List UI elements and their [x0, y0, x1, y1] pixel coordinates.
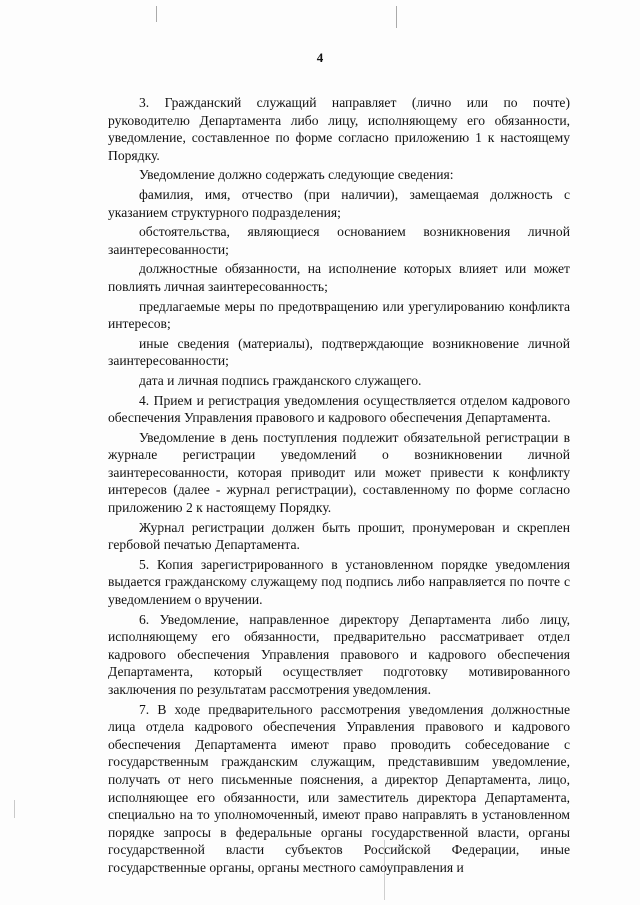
scan-artifact-top-left	[156, 6, 157, 22]
paragraph: иные сведения (материалы), подтверждающие возникновение личной заинтересованности;	[108, 335, 570, 369]
scan-artifact-top-center	[396, 6, 397, 28]
paragraph: Уведомление в день поступления подлежит обязательной регистрации в журнале регистрации уведомлений о возникновении личной заинтересованности, которая приводит или может привести к конфликту интересов (далее - журнал регистрации), составленному по форме согласно приложению 2 к настоящему Порядку.	[108, 429, 570, 516]
paragraph: предлагаемые меры по предотвращению или урегулированию конфликта интересов;	[108, 298, 570, 332]
paragraph: Журнал регистрации должен быть прошит, пронумерован и скреплен гербовой печатью Департамента.	[108, 519, 570, 553]
scan-artifact-left-margin	[14, 800, 15, 818]
paragraph: 3. Гражданский служащий направляет (лично или по почте) руководителю Департамента либо лицу, исполняющему его обязанности, уведомление, составленное по форме согласно приложению 1 к настоящему Порядку.	[108, 95, 570, 163]
paragraph: Уведомление должно содержать следующие сведения:	[139, 167, 454, 183]
paragraph: 6. Уведомление, направленное директору Департамента либо лицу, исполняющему его обязанности, предварительно рассматривает отдел кадрового обеспечения Управления правового и кадрового обеспечения Департамента, который осуществляет подготовку мотивированного заключения по результатам рассмотрения уведомления.	[108, 611, 570, 697]
paragraph: должностные обязанности, на исполнение которых влияет или может повлиять личная заинтересованность;	[108, 261, 570, 294]
paragraph: 5. Копия зарегистрированного в установленном порядке уведомления выдается гражданскому служащему под подпись либо направляется по почте с уведомлением о вручении.	[108, 556, 570, 608]
paragraph: фамилия, имя, отчество (при наличии), замещаемая должность с указанием структурного подразделения;	[108, 186, 570, 220]
page-number: 4	[316, 50, 324, 65]
paragraph: дата и личная подпись гражданского служащего.	[139, 372, 422, 388]
document-body	[108, 94, 570, 877]
paragraph: обстоятельства, являющиеся основанием возникновения личной заинтересованности;	[108, 224, 570, 257]
paragraph: 4. Прием и регистрация уведомления осуществляется отделом кадрового обеспечения Управления правового и кадрового обеспечения Департамента.	[108, 392, 570, 426]
paragraph: 7. В ходе предварительного рассмотрения уведомления должностные лица отдела кадрового обеспечения Управления правового и кадрового обеспечения Департамента имеют право проводить собеседование с государственным гражданским служащим, представившим уведомление, получать от него письменные пояснения, а директор Департамента, лицо, исполняющее его обязанности, или заместитель директора Департамента, специально на то уполномоченный, имеют право направлять в установленном порядке запросы в федеральные органы государственной власти, органы государственной власти субъектов Российской Федерации, иные государственные органы, органы местного самоуправления и	[108, 701, 570, 875]
